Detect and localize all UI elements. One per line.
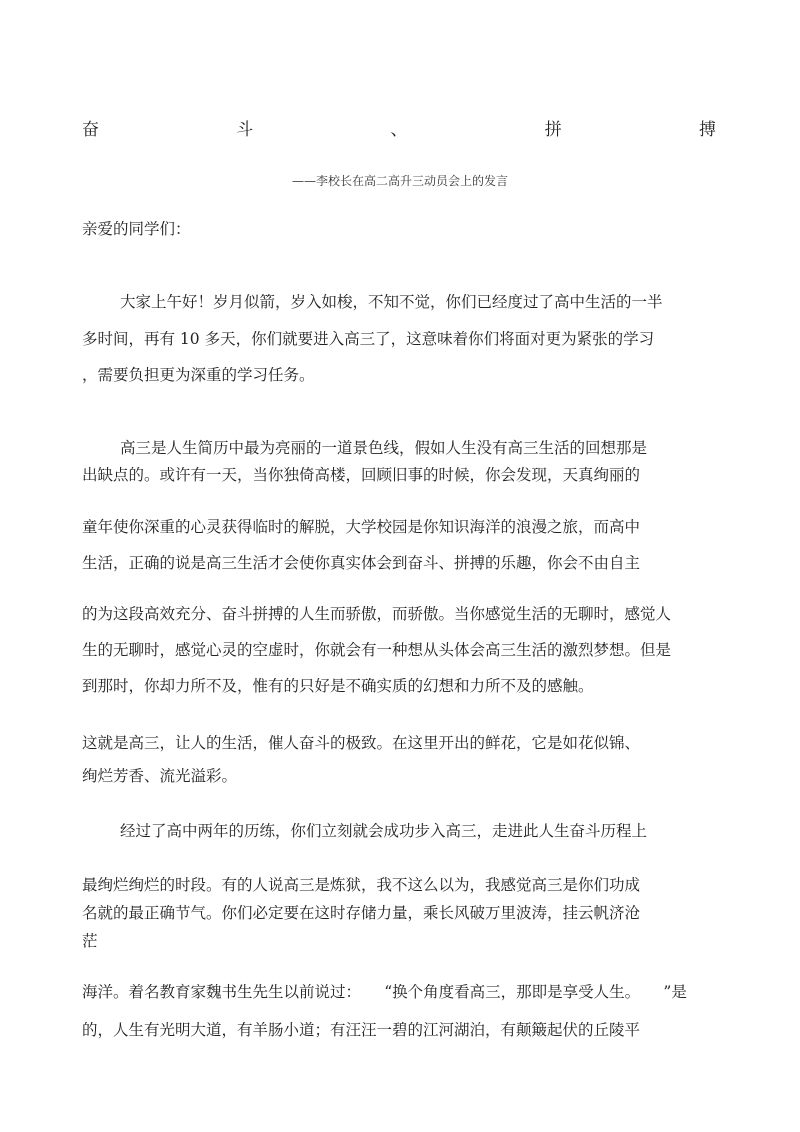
paragraph-line: 海洋。着名教育家魏书生先生以前说过： “换个角度看高三，那即是享受人生。 ”是 <box>82 983 687 1001</box>
paragraph-line: 生的无聊时，感觉心灵的空虚时，你就会有一种想从头体会高三生活的激烈梦想。但是 <box>82 641 672 659</box>
title-char-4: 拼 <box>544 120 562 140</box>
paragraph-line: 绚烂芳香、流光溢彩。 <box>82 767 238 785</box>
title-char-2: 斗 <box>236 120 254 140</box>
paragraph-line: 到那时，你却力所不及，惟有的只好是不确实质的幻想和力所不及的感触。 <box>82 677 594 695</box>
paragraph-line: 的为这段高效充分、奋斗拼搏的人生而骄傲，而骄傲。当你感觉生活的无聊时，感觉人 <box>82 605 672 623</box>
document-title <box>82 118 716 142</box>
title-char-1: 奋 <box>82 120 99 140</box>
title-char-3: 、 <box>390 120 408 140</box>
title-char-5: 搏 <box>699 120 716 140</box>
paragraph-line: 茫 <box>82 932 98 950</box>
paragraph-line: 名就的最正确节气。你们必定要在这时存储力量，乘长风破万里波涛，挂云帆济沧 <box>82 904 641 922</box>
document-subtitle: ——李校长在高二高升三动员会上的发言 <box>291 174 508 188</box>
paragraph-line: 这就是高三，让人的生活，催人奋斗的极致。在这里开出的鲜花，它是如花似锦、 <box>82 734 641 752</box>
paragraph-line: ，需要负担更为深重的学习任务。 <box>82 366 315 384</box>
paragraph-line: 经过了高中两年的历练，你们立刻就会成功步入高三，走进此人生奋斗历程上 <box>120 822 648 840</box>
paragraph-line: 的，人生有光明大道，有羊肠小道；有汪汪一碧的江河湖泊，有颠簸起伏的丘陵平 <box>82 1021 641 1039</box>
salutation: 亲爱的同学们： <box>82 220 191 238</box>
paragraph-line: 多时间，再有 10 多天，你们就要进入高三了，这意味着你们将面对更为紧张的学习 <box>82 330 655 348</box>
paragraph-line: 最绚烂绚烂的时段。有的人说高三是炼狱，我不这么以为，我感觉高三是你们功成 <box>82 876 641 894</box>
paragraph-line: 出缺点的。或许有一天，当你独倚高楼，回顾旧事的时候，你会发现，天真绚丽的 <box>82 466 641 484</box>
paragraph-line: 大家上午好！岁月似箭，岁入如梭，不知不觉，你们已经度过了高中生活的一半 <box>120 293 663 311</box>
paragraph-line: 高三是人生简历中最为亮丽的一道景色线，假如人生没有高三生活的回想那是 <box>120 439 648 457</box>
paragraph-line: 生活，正确的说是高三生活才会使你真实体会到奋斗、拼搏的乐趣，你会不由自主 <box>82 554 641 572</box>
paragraph-line: 童年使你深重的心灵获得临时的解脱，大学校园是你知识海洋的浪漫之旅，而高中 <box>82 518 641 536</box>
